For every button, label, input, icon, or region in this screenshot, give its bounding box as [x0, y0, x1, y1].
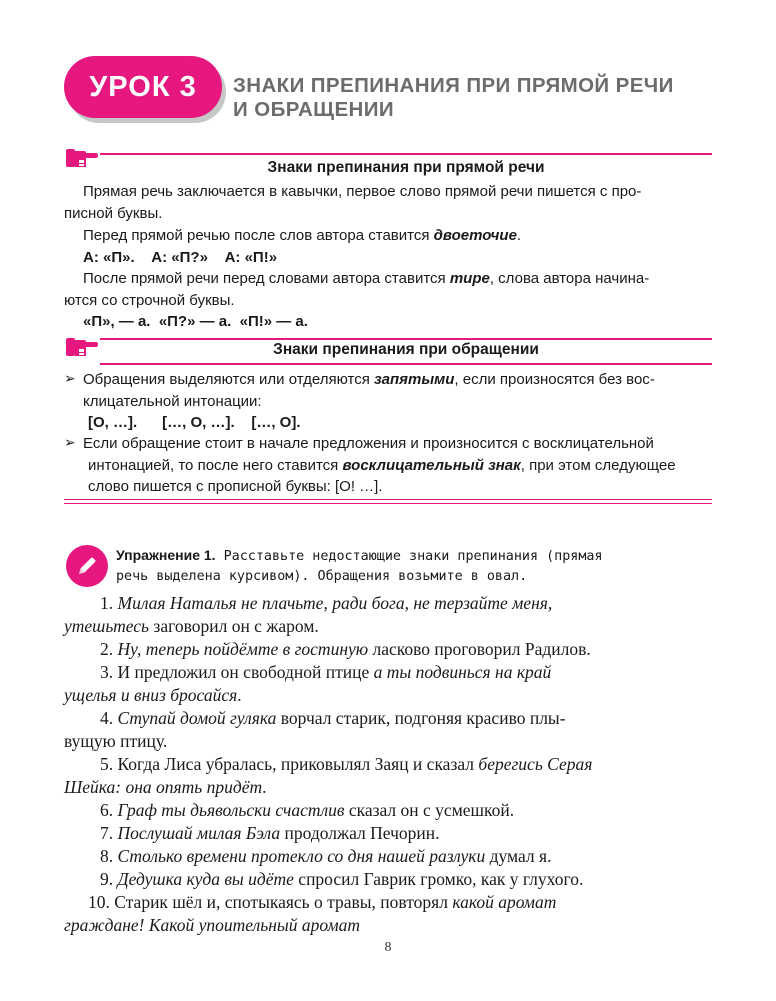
- author-words: заговорил он с жаром.: [149, 616, 319, 636]
- author-words: спросил Гаврик громко, как у глухого.: [293, 869, 584, 889]
- rule-text: [83, 268, 649, 289]
- exercise-sentence-1: [100, 592, 552, 615]
- lesson-badge: [64, 56, 222, 118]
- rule-text: [83, 369, 655, 390]
- sentence-number: 5.: [100, 754, 118, 774]
- rule-text: писной буквы.: [64, 205, 163, 222]
- rule-text: клицательной интонации:: [83, 393, 262, 410]
- exercise-sentence-10: [88, 891, 556, 914]
- rule-text-part: , слова автора начина-: [489, 270, 650, 287]
- scheme-address: [О, …]. […, О, …]. […, О].: [88, 414, 301, 431]
- sentence-number: 9.: [100, 869, 118, 889]
- lesson-title: [233, 74, 713, 122]
- rule-text: ются со строчной буквы.: [64, 292, 235, 309]
- section-rule-top: [100, 338, 712, 340]
- exercise-sentence-9: [100, 868, 583, 891]
- bullet-arrow-icon: ➢: [64, 434, 76, 450]
- exercise-sentence-3-cont: [64, 684, 242, 707]
- pencil-badge: [66, 545, 108, 587]
- exercise-sentence-6: [100, 799, 514, 822]
- rule-term: двоеточие: [433, 227, 517, 244]
- rule-text: [83, 225, 521, 246]
- sentence-number: 10.: [88, 892, 115, 912]
- exercise-sentence-7: [100, 822, 440, 845]
- direct-speech: ущелья и вниз бросайся: [64, 685, 238, 705]
- direct-speech: утешьтесь: [64, 616, 150, 636]
- lesson-title-line-1: ЗНАКИ ПРЕПИНАНИЯ ПРИ ПРЯМОЙ РЕЧИ: [233, 74, 674, 97]
- bullet-arrow-icon: ➢: [64, 370, 76, 386]
- lesson-badge-label: УРОК 3: [89, 70, 197, 103]
- direct-speech: граждане! Какой упоительный аромат: [64, 915, 361, 935]
- rule-term: тире: [449, 270, 490, 287]
- rule-text-part: , при этом следующее: [520, 457, 676, 474]
- direct-speech: Ступай домой гуляка: [117, 708, 277, 728]
- author-words: думал я.: [485, 846, 552, 866]
- exercise-sentence-8: [100, 845, 551, 868]
- pointing-hand-icon: [64, 143, 98, 171]
- sentence-number: 7.: [100, 823, 118, 843]
- author-words: продолжал Печорин.: [280, 823, 440, 843]
- sentence-number: 1.: [100, 593, 118, 613]
- direct-speech: Ну, теперь пойдёмте в гостиную: [117, 639, 369, 659]
- rule-text-part: , если произносятся без вос-: [454, 371, 655, 388]
- exercise-sentence-10-cont: [64, 914, 360, 937]
- rule-text: [88, 455, 676, 476]
- author-words: И предложил он свободной птице: [117, 662, 374, 682]
- sentence-number: 4.: [100, 708, 118, 728]
- direct-speech: Шейка: она опять придёт: [64, 777, 263, 797]
- scheme-author-before: А: «П». А: «П?» А: «П!»: [83, 249, 278, 266]
- section-heading-address: Знаки препинания при обращении: [273, 341, 539, 358]
- author-words: ласково проговорил Радилов.: [368, 639, 591, 659]
- sentence-number: 3.: [100, 662, 118, 682]
- exercise-sentence-4-cont: вущую птицу.: [64, 731, 168, 751]
- exercise-sentence-2: [100, 638, 591, 661]
- exercise-instruction: речь выделена курсивом). Обращения возьмите в овал.: [116, 569, 528, 584]
- rule-text-part: После прямой речи перед словами автора ставится: [83, 270, 450, 287]
- direct-speech: Столько времени протекло со дня нашей разлуки: [117, 846, 486, 866]
- exercise-instruction: [116, 547, 603, 564]
- section-heading-direct-speech: Знаки препинания при прямой речи: [267, 159, 545, 176]
- section-rule-top: [100, 153, 712, 155]
- exercise-sentence-3: [100, 661, 551, 684]
- rule-text-part: Обращения выделяются или отделяются: [83, 371, 374, 388]
- exercise-sentence-1-cont: [64, 615, 319, 638]
- rule-text-part: Перед прямой речью после слов автора ставится: [83, 227, 434, 244]
- exercise-label: Упражнение 1.: [116, 547, 216, 563]
- author-words: ворчал старик, подгоняя красиво плы-: [276, 708, 566, 728]
- section-rule-bottom: [100, 363, 712, 365]
- sentence-number: 6.: [100, 800, 118, 820]
- rule-text-part: .: [516, 227, 522, 244]
- section-double-rule: [64, 499, 712, 504]
- rule-term: запятыми: [374, 371, 455, 388]
- direct-speech: Дедушка куда вы идёте: [117, 869, 294, 889]
- direct-speech: какой аромат: [452, 892, 557, 912]
- direct-speech: Граф ты дьявольски счастлив: [117, 800, 345, 820]
- exercise-instruction-text: Расставьте недостающие знаки препинания (прямая: [215, 549, 603, 564]
- exercise-sentence-5: [100, 753, 592, 776]
- direct-speech: а ты подвинься на край: [373, 662, 552, 682]
- direct-speech: Послушай милая Бэла: [117, 823, 281, 843]
- rule-text: Прямая речь заключается в кавычки, первое слово прямой речи пишется с про-: [83, 183, 642, 200]
- scheme-author-after: «П», — а. «П?» — а. «П!» — а.: [83, 313, 308, 330]
- sentence-end: .: [237, 685, 242, 705]
- rule-text: Если обращение стоит в начале предложения и произносится с восклицательной: [83, 435, 654, 452]
- author-words: сказал он с усмешкой.: [344, 800, 515, 820]
- direct-speech: Милая Наталья не плачьте, ради бога, не терзайте меня,: [117, 593, 553, 613]
- pencil-icon: [75, 554, 99, 578]
- direct-speech: берегись Серая: [478, 754, 593, 774]
- rule-term: восклицательный знак: [342, 457, 521, 474]
- sentence-number: 8.: [100, 846, 118, 866]
- author-words: Когда Лиса убралась, приковылял Заяц и сказал: [117, 754, 479, 774]
- pointing-hand-icon: [64, 332, 98, 360]
- lesson-title-line-2: И ОБРАЩЕНИИ: [233, 98, 395, 121]
- sentence-end: .: [262, 777, 267, 797]
- exercise-sentence-4: [100, 707, 566, 730]
- sentence-number: 2.: [100, 639, 118, 659]
- rule-text-part: интонацией, то после него ставится: [88, 457, 343, 474]
- rule-text: слово пишется с прописной буквы: [О! …].: [88, 478, 383, 495]
- exercise-sentence-5-cont: [64, 776, 267, 799]
- author-words: Старик шёл и, спотыкаясь о травы, повторял: [114, 892, 453, 912]
- page-number: 8: [384, 940, 392, 955]
